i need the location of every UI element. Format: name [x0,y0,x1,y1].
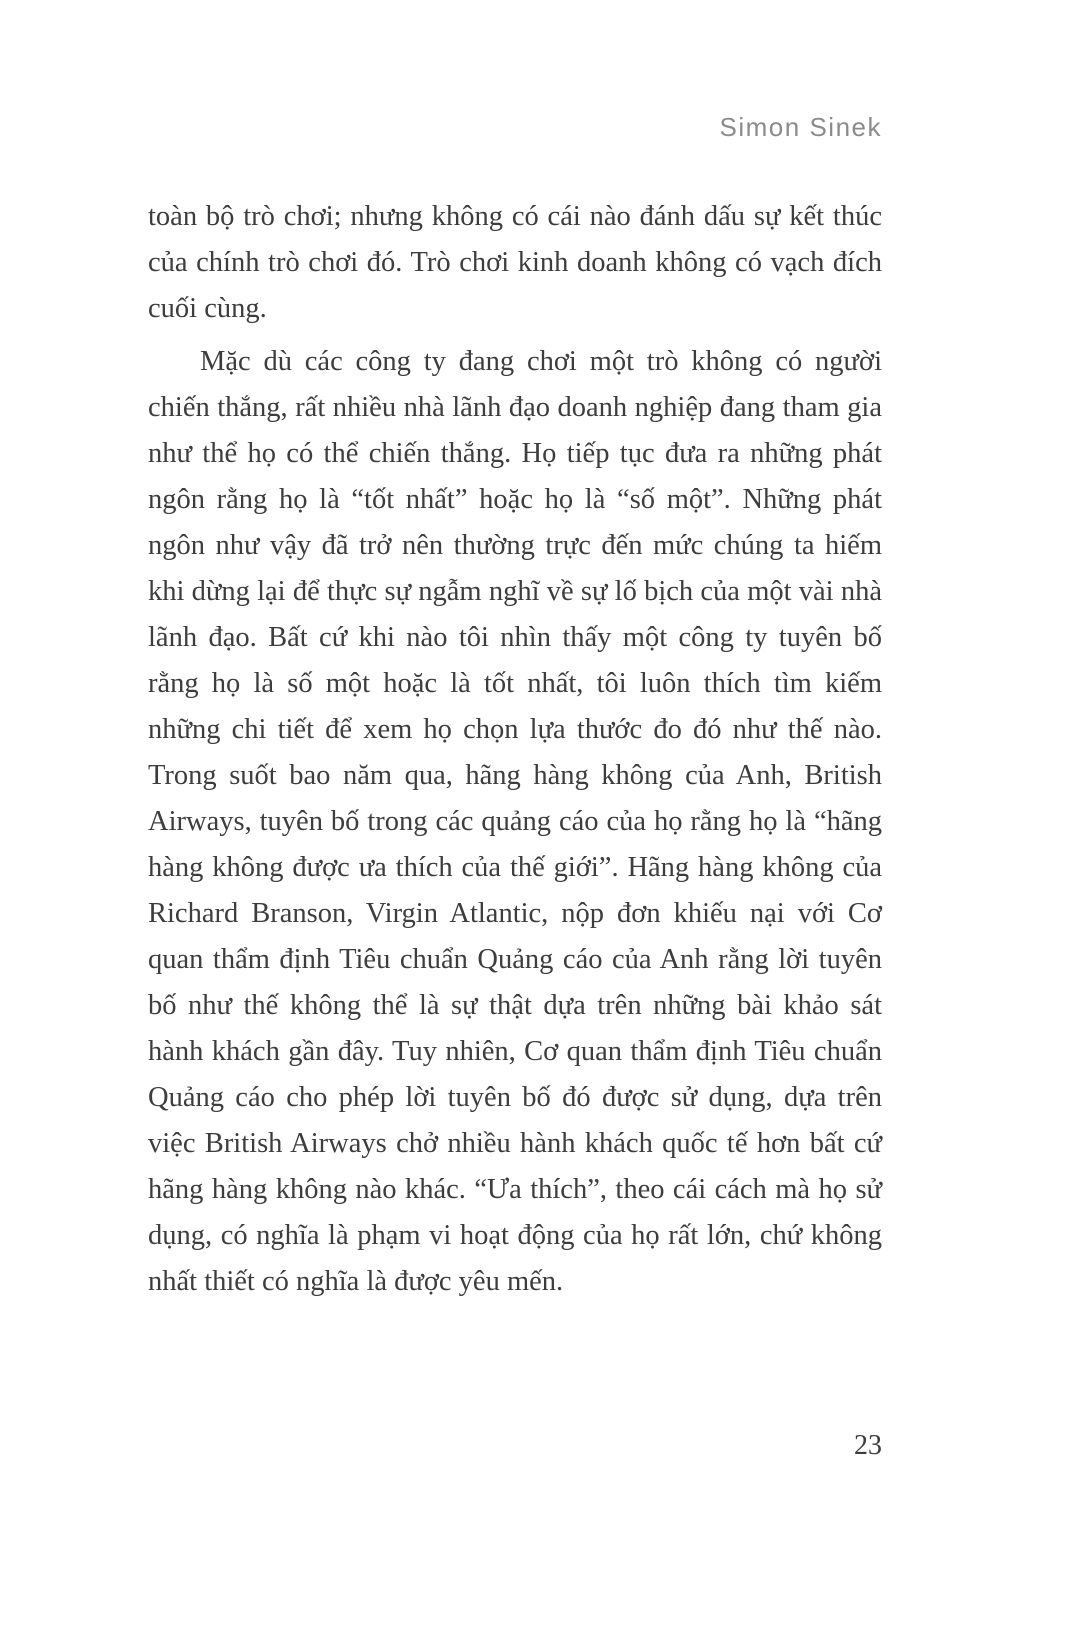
running-header-author: Simon Sinek [719,112,882,142]
page-number: 23 [854,1430,882,1461]
page-body [148,194,882,1305]
paragraph-main: Mặc dù các công ty đang chơi một trò không có người chiến thắng, rất nhiều nhà lãnh đạo doanh nghiệp đang tham gia như thể họ có thể chiến thắng. Họ tiếp tục đưa ra những phát ngôn rằng họ là “tốt nhất” hoặc họ là “số một”. Những phát ngôn như vậy đã trở nên thường trực đến mức chúng ta hiếm khi dừng lại để thực sự ngẫm nghĩ về sự lố bịch của một vài nhà lãnh đạo. Bất cứ khi nào tôi nhìn thấy một công ty tuyên bố rằng họ là số một hoặc là tốt nhất, tôi luôn thích tìm kiếm những chi tiết để xem họ chọn lựa thước đo đó như thế nào. Trong suốt bao năm qua, hãng hàng không của Anh, British Airways, tuyên bố trong các quảng cáo của họ rằng họ là “hãng hàng không được ưa thích của thế giới”. Hãng hàng không của Richard Branson, Virgin Atlantic, nộp đơn khiếu nại với Cơ quan thẩm định Tiêu chuẩn Quảng cáo của Anh rằng lời tuyên bố như thế không thể là sự thật dựa trên những bài khảo sát hành khách gần đây. Tuy nhiên, Cơ quan thẩm định Tiêu chuẩn Quảng cáo cho phép lời tuyên bố đó được sử dụng, dựa trên việc British Airways chở nhiều hành khách quốc tế hơn bất cứ hãng hàng không nào khác. “Ưa thích”, theo cái cách mà họ sử dụng, có nghĩa là phạm vi hoạt động của họ rất lớn, chứ không nhất thiết có nghĩa là được yêu mến. [148,346,882,1297]
paragraph-continuation: toàn bộ trò chơi; nhưng không có cái nào đánh dấu sự kết thúc của chính trò chơi đó. Trò chơi kinh doanh không có vạch đích cuối cùng. [148,201,882,324]
